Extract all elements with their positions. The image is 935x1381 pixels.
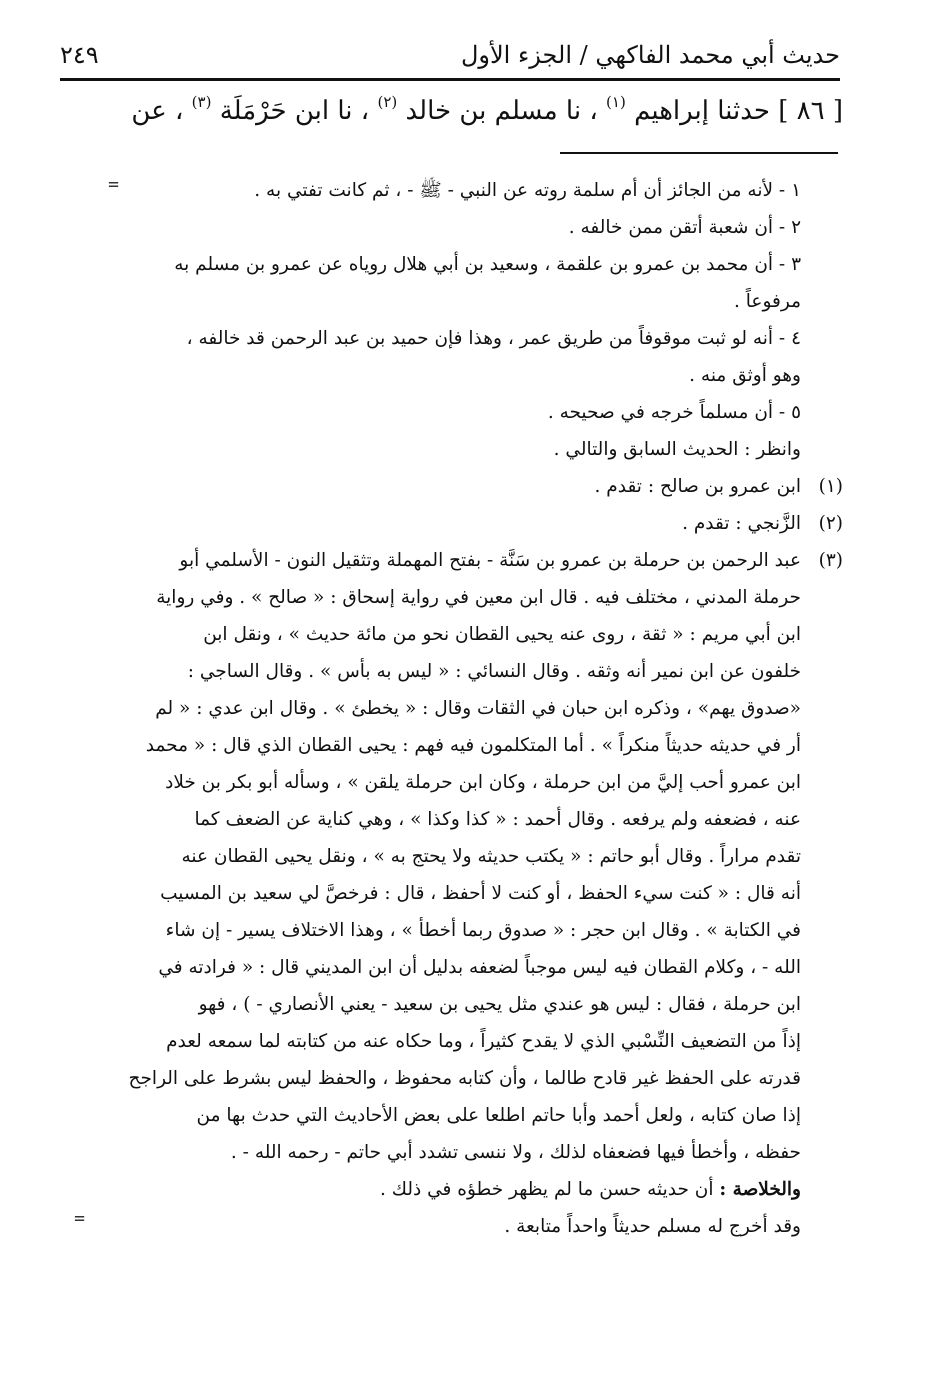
footnote-3-line: ابن حرملة ، فقال : ليس هو عندي مثل يحيى بن سعيد - يعني الأنصاري - ) ، فهو <box>198 994 801 1015</box>
note-point-line: مرفوعاً . <box>734 291 801 312</box>
footnote-3-line: إذاً من التضعيف النِّسْبي الذي لا يقدح كثيراً ، وما حكاه عنه من كتابته لما سمعه لعدم <box>166 1031 801 1052</box>
footnote-1 <box>90 468 843 505</box>
footnote-3-line: ابن أبي مريم : « ثقة ، روى عنه يحيى القطان نحو من مائة حديث » ، ونقل ابن <box>203 624 801 645</box>
footnote-3-line: تقدم مراراً . وقال أبو حاتم : « يكتب حديثه ولا يحتج به » ، ونقل يحيى القطان عنه <box>181 846 801 867</box>
conclusion-text: أن حديثه حسن ما لم يظهر خطؤه في ذلك . <box>380 1179 714 1200</box>
footnote-3-line: ابن عمرو أحب إليَّ من ابن حرملة ، وكان ابن حرملة يلقن » ، وسأله أبو بكر بن خلاد <box>165 772 801 793</box>
page-number: ٢٤٩ <box>60 41 99 69</box>
running-header <box>60 38 840 72</box>
note-point-line: ٥ - أن مسلماً خرجه في صحيحه . <box>547 402 801 423</box>
continuation-mark-bottom: = <box>74 1208 85 1229</box>
hadith-text-a: حدثنا إبراهيم <box>634 96 770 126</box>
footnote-ref-1: (١) <box>606 93 626 111</box>
header-title: حديث أبي محمد الفاكهي / الجزء الأول <box>460 41 840 69</box>
footnote-text: عبد الرحمن بن حرملة بن عمرو بن سَنَّة - بفتح المهملة وتثقيل النون - الأسلمي أبو <box>179 550 801 571</box>
footnote-3-line: عنه ، فضعفه ولم يرفعه . وقال أحمد : « كذا وكذا » ، وهي كناية عن الضعف كما <box>194 809 801 830</box>
footnote-label: (٢) <box>818 513 843 534</box>
note-point-line: ١ - لأنه من الجائز أن أم سلمة روته عن النبي - ﷺ - ، ثم كانت تفتي به . <box>254 180 801 201</box>
footnote-ref-3: (٣) <box>191 93 212 111</box>
footnote-3-line: الله - ، وكلام القطان فيه ليس موجباً لضعفه بدليل أن ابن المديني قال : « فرادته في <box>158 957 801 978</box>
footnote-3-line: في الكتابة » . وقال ابن حجر : « صدوق ربما أخطأ » ، وهذا الاختلاف يسير - إن شاء <box>165 920 801 941</box>
footnote-3-line: «صدوق يهم» ، وذكره ابن حبان في الثقات وقال : « يخطئ » . وقال ابن عدي : « لم <box>155 698 801 719</box>
note-point-line: ٢ - أن شعبة أتقن ممن خالفه . <box>568 217 801 238</box>
hadith-text-d: ، عن <box>131 96 184 126</box>
footnote-3-line: حرملة المدني ، مختلف فيه . قال ابن معين في رواية إسحاق : « صالح » . وفي رواية <box>156 587 801 608</box>
footnote-separator <box>560 152 838 154</box>
footnote-3-line: أنه قال : « كنت سيء الحفظ ، أو كنت لا أحفظ ، قال : فرخصَّ لي سعيد بن المسيب <box>160 883 801 904</box>
conclusion-line <box>90 1171 843 1208</box>
note-point-line: وهو أوثق منه . <box>689 365 801 386</box>
footnote-2 <box>90 505 843 542</box>
footnote-3-line: خلفون عن ابن نمير أنه وثقه . وقال النسائي : « ليس به بأس » . وقال الساجي : <box>187 661 801 682</box>
footnote-text: ابن عمرو بن صالح : تقدم . <box>594 476 801 497</box>
footnote-3 <box>90 542 843 579</box>
footnote-3-line: أر في حديثه حديثاً منكراً » . أما المتكلمون فيه فهم : يحيى القطان الذي قال : « محمد <box>145 735 801 756</box>
hadith-number: [ ٨٦ ] <box>778 96 843 126</box>
hadith-line <box>68 88 843 134</box>
footnote-label: (١) <box>818 476 843 497</box>
footnotes <box>90 172 843 1245</box>
footnote-3-line: إذا صان كتابه ، ولعل أحمد وأبا حاتم اطلعا على بعض الأحاديث التي حدث بها من <box>196 1105 801 1126</box>
footnote-3-line: قدرته على الحفظ غير قادح طالما ، وأن كتابه محفوظ ، والحفظ ليس بشرط على الراجح <box>128 1068 801 1089</box>
footnote-3-line: حفظه ، وأخطأ فيها فضعفاه لذلك ، ولا ننسى تشدد أبي حاتم - رحمه الله - . <box>230 1142 801 1163</box>
conclusion-label: والخلاصة : <box>719 1179 801 1200</box>
note-point-line: وانظر : الحديث السابق والتالي . <box>553 439 801 460</box>
last-line: وقد أخرج له مسلم حديثاً واحداً متابعة . <box>504 1216 801 1237</box>
footnote-label: (٣) <box>818 550 843 571</box>
note-point-line: ٣ - أن محمد بن عمرو بن علقمة ، وسعيد بن أبي هلال روياه عن عمرو بن مسلم به <box>174 254 801 275</box>
note-point-line: ٤ - أنه لو ثبت موقوفاً من طريق عمر ، وهذا فإن حميد بن عبد الرحمن قد خالفه ، <box>186 328 801 349</box>
header-rule <box>60 78 840 81</box>
hadith-text-b: ، نا مسلم بن خالد <box>405 96 598 126</box>
footnote-text: الزَّنجي : تقدم . <box>682 513 801 534</box>
footnote-ref-2: (٢) <box>377 93 398 111</box>
hadith-text-c: ، نا ابن حَرْمَلَة <box>219 96 370 126</box>
continuation-mark-top: = <box>108 174 119 195</box>
